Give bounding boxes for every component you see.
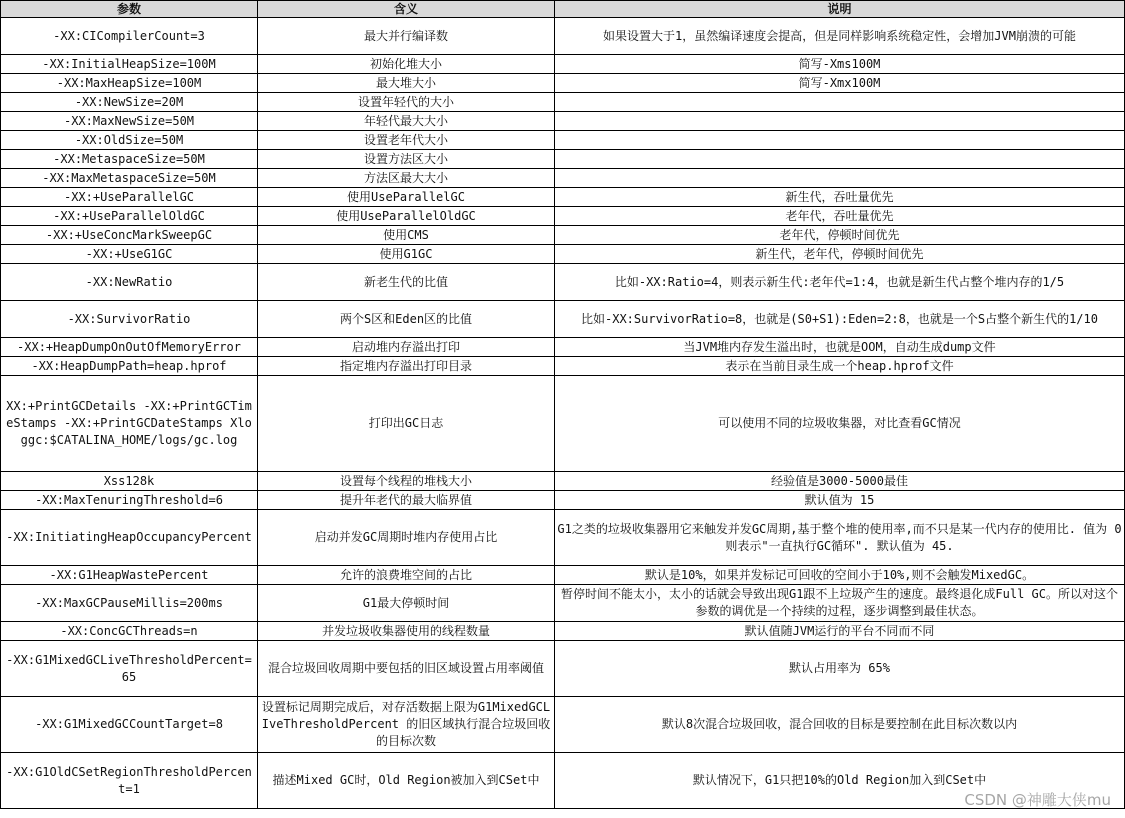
table-row bbox=[1, 622, 1125, 641]
meaning-cell: 描述Mixed GC时，Old Region被加入到CSet中 bbox=[258, 753, 555, 809]
meaning-cell: 设置年轻代的大小 bbox=[258, 93, 555, 112]
table-row bbox=[1, 357, 1125, 376]
table-row bbox=[1, 55, 1125, 74]
table-row bbox=[1, 245, 1125, 264]
table-row bbox=[1, 472, 1125, 491]
meaning-cell: 设置老年代大小 bbox=[258, 131, 555, 150]
meaning-cell: 年轻代最大大小 bbox=[258, 112, 555, 131]
param-cell: -XX:MaxNewSize=50M bbox=[1, 112, 258, 131]
table-row bbox=[1, 131, 1125, 150]
meaning-cell: 启动并发GC周期时堆内存使用占比 bbox=[258, 510, 555, 566]
table-row bbox=[1, 301, 1125, 338]
param-cell: -XX:ConcGCThreads=n bbox=[1, 622, 258, 641]
table-row bbox=[1, 169, 1125, 188]
note-cell: 简写-Xms100M bbox=[555, 55, 1125, 74]
table-row bbox=[1, 264, 1125, 301]
table-row bbox=[1, 150, 1125, 169]
note-cell: 比如-XX:SurvivorRatio=8，也就是(S0+S1):Eden=2:8，也就是一个S占整个新生代的1/10 bbox=[555, 301, 1125, 338]
note-cell: 可以使用不同的垃圾收集器，对比查看GC情况 bbox=[555, 376, 1125, 472]
meaning-cell: 指定堆内存溢出打印目录 bbox=[258, 357, 555, 376]
param-cell: Xss128k bbox=[1, 472, 258, 491]
meaning-cell: 启动堆内存溢出打印 bbox=[258, 338, 555, 357]
table-row bbox=[1, 188, 1125, 207]
table-row bbox=[1, 112, 1125, 131]
param-cell: -XX:+HeapDumpOnOutOfMemoryError bbox=[1, 338, 258, 357]
meaning-cell: 新老生代的比值 bbox=[258, 264, 555, 301]
note-cell: 老年代，吞吐量优先 bbox=[555, 207, 1125, 226]
meaning-cell: 方法区最大大小 bbox=[258, 169, 555, 188]
table-row bbox=[1, 338, 1125, 357]
param-cell: -XX:InitialHeapSize=100M bbox=[1, 55, 258, 74]
csdn-watermark: CSDN @神雕大侠mu bbox=[964, 791, 1111, 809]
param-cell: -XX:MaxGCPauseMillis=200ms bbox=[1, 585, 258, 622]
header-param: 参数 bbox=[1, 1, 258, 18]
note-cell bbox=[555, 131, 1125, 150]
meaning-cell: 并发垃圾收集器使用的线程数量 bbox=[258, 622, 555, 641]
meaning-cell: 初始化堆大小 bbox=[258, 55, 555, 74]
param-cell: -XX:G1MixedGCLiveThresholdPercent=65 bbox=[1, 641, 258, 697]
table-row bbox=[1, 566, 1125, 585]
param-cell: -XX:+UseG1GC bbox=[1, 245, 258, 264]
note-cell: 当JVM堆内存发生溢出时，也就是OOM，自动生成dump文件 bbox=[555, 338, 1125, 357]
header-row bbox=[1, 1, 1125, 18]
note-cell bbox=[555, 169, 1125, 188]
table-row bbox=[1, 491, 1125, 510]
note-cell: 老年代，停顿时间优先 bbox=[555, 226, 1125, 245]
note-cell: 默认情况下，G1只把10%的Old Region加入到CSet中 bbox=[555, 753, 1125, 809]
param-cell: -XX:OldSize=50M bbox=[1, 131, 258, 150]
note-cell: 默认值随JVM运行的平台不同而不同 bbox=[555, 622, 1125, 641]
note-cell: 简写-Xmx100M bbox=[555, 74, 1125, 93]
note-cell: 新生代，老年代，停顿时间优先 bbox=[555, 245, 1125, 264]
param-cell: XX:+PrintGCDetails -XX:+PrintGCTimeStamps -XX:+PrintGCDateStamps Xloggc:$CATALINA_HOME/logs/gc.log bbox=[1, 376, 258, 472]
param-cell: -XX:G1MixedGCCountTarget=8 bbox=[1, 697, 258, 753]
param-cell: -XX:MetaspaceSize=50M bbox=[1, 150, 258, 169]
header-note: 说明 bbox=[555, 1, 1125, 18]
meaning-cell: 最大并行编译数 bbox=[258, 18, 555, 55]
table-row bbox=[1, 697, 1125, 753]
meaning-cell: G1最大停顿时间 bbox=[258, 585, 555, 622]
meaning-cell: 使用CMS bbox=[258, 226, 555, 245]
meaning-cell: 设置标记周期完成后，对存活数据上限为G1MixedGCLIveThresholdPercent 的旧区域执行混合垃圾回收的目标次数 bbox=[258, 697, 555, 753]
meaning-cell: 两个S区和Eden区的比值 bbox=[258, 301, 555, 338]
note-cell: G1之类的垃圾收集器用它来触发并发GC周期,基于整个堆的使用率,而不只是某一代内存的使用比. 值为 0 则表示"一直执行GC循环". 默认值为 45. bbox=[555, 510, 1125, 566]
table-row bbox=[1, 510, 1125, 566]
table-row bbox=[1, 753, 1125, 809]
note-cell: 暂停时间不能太小，太小的话就会导致出现G1跟不上垃圾产生的速度。最终退化成Full GC。所以对这个参数的调优是一个持续的过程，逐步调整到最佳状态。 bbox=[555, 585, 1125, 622]
table-row bbox=[1, 207, 1125, 226]
param-cell: -XX:MaxHeapSize=100M bbox=[1, 74, 258, 93]
note-cell bbox=[555, 112, 1125, 131]
note-cell: 默认值为 15 bbox=[555, 491, 1125, 510]
meaning-cell: 提升年老代的最大临界值 bbox=[258, 491, 555, 510]
meaning-cell: 使用UseParallelOldGC bbox=[258, 207, 555, 226]
meaning-cell: 最大堆大小 bbox=[258, 74, 555, 93]
param-cell: -XX:MaxTenuringThreshold=6 bbox=[1, 491, 258, 510]
note-cell bbox=[555, 93, 1125, 112]
param-cell: -XX:NewSize=20M bbox=[1, 93, 258, 112]
note-cell: 默认占用率为 65% bbox=[555, 641, 1125, 697]
param-cell: -XX:+UseParallelGC bbox=[1, 188, 258, 207]
param-cell: -XX:SurvivorRatio bbox=[1, 301, 258, 338]
meaning-cell: 打印出GC日志 bbox=[258, 376, 555, 472]
meaning-cell: 设置方法区大小 bbox=[258, 150, 555, 169]
param-cell: -XX:CICompilerCount=3 bbox=[1, 18, 258, 55]
meaning-cell: 混合垃圾回收周期中要包括的旧区域设置占用率阈值 bbox=[258, 641, 555, 697]
note-cell: 表示在当前目录生成一个heap.hprof文件 bbox=[555, 357, 1125, 376]
note-cell bbox=[555, 150, 1125, 169]
note-cell: 默认8次混合垃圾回收，混合回收的目标是要控制在此目标次数以内 bbox=[555, 697, 1125, 753]
note-cell: 经验值是3000-5000最佳 bbox=[555, 472, 1125, 491]
note-cell: 如果设置大于1，虽然编译速度会提高，但是同样影响系统稳定性，会增加JVM崩溃的可能 bbox=[555, 18, 1125, 55]
table-row bbox=[1, 226, 1125, 245]
note-cell: 默认是10%，如果并发标记可回收的空间小于10%,则不会触发MixedGC。 bbox=[555, 566, 1125, 585]
note-cell: 新生代，吞吐量优先 bbox=[555, 188, 1125, 207]
param-cell: -XX:+UseParallelOldGC bbox=[1, 207, 258, 226]
meaning-cell: 使用UseParallelGC bbox=[258, 188, 555, 207]
table-row bbox=[1, 641, 1125, 697]
param-cell: -XX:+UseConcMarkSweepGC bbox=[1, 226, 258, 245]
note-cell: 比如-XX:Ratio=4，则表示新生代:老年代=1:4，也就是新生代占整个堆内存的1/5 bbox=[555, 264, 1125, 301]
param-cell: -XX:NewRatio bbox=[1, 264, 258, 301]
param-cell: -XX:HeapDumpPath=heap.hprof bbox=[1, 357, 258, 376]
table-row bbox=[1, 74, 1125, 93]
table-row bbox=[1, 18, 1125, 55]
header-meaning: 含义 bbox=[258, 1, 555, 18]
param-cell: -XX:InitiatingHeapOccupancyPercent bbox=[1, 510, 258, 566]
param-cell: -XX:G1OldCSetRegionThresholdPercent=1 bbox=[1, 753, 258, 809]
table-row bbox=[1, 93, 1125, 112]
table-row bbox=[1, 585, 1125, 622]
meaning-cell: 使用G1GC bbox=[258, 245, 555, 264]
meaning-cell: 允许的浪费堆空间的占比 bbox=[258, 566, 555, 585]
param-cell: -XX:G1HeapWastePercent bbox=[1, 566, 258, 585]
table-row bbox=[1, 376, 1125, 472]
param-cell: -XX:MaxMetaspaceSize=50M bbox=[1, 169, 258, 188]
meaning-cell: 设置每个线程的堆栈大小 bbox=[258, 472, 555, 491]
